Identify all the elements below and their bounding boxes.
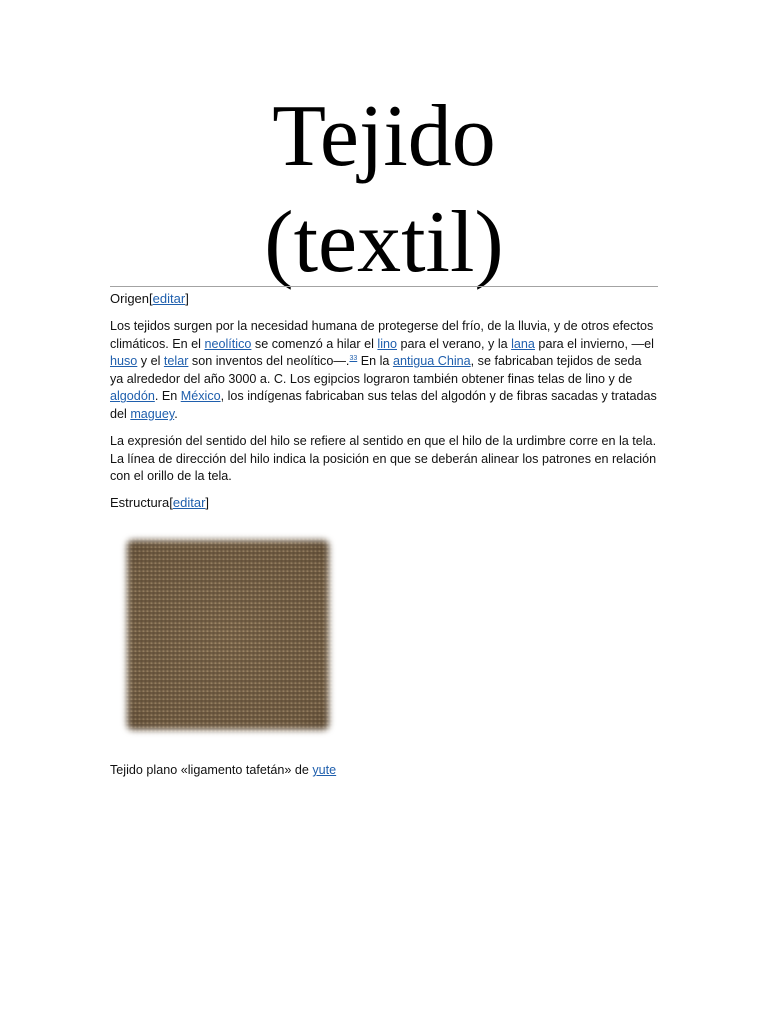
paragraph-text: para el invierno, —el bbox=[534, 336, 654, 351]
figure-caption-text: Tejido plano «ligamento tafetán» de bbox=[110, 763, 313, 777]
link-algodon[interactable]: algodón bbox=[110, 389, 155, 404]
bracket-close: ] bbox=[185, 291, 189, 306]
edit-link-origen[interactable]: editar bbox=[152, 291, 186, 306]
link-huso[interactable]: huso bbox=[110, 354, 138, 369]
page-title-line-2: (textil) bbox=[264, 194, 504, 291]
paragraph-sentido-hilo: La expresión del sentido del hilo se refiere al sentido en que el hilo de la urdimbre corre en la tela. La línea de dirección del hilo indica la posición en que se deberán alinear los patrones en relación con el orillo de la tela. bbox=[110, 434, 657, 484]
bracket-open: [ bbox=[149, 291, 153, 306]
page-title-line-1: Tejido bbox=[272, 88, 496, 185]
paragraph-text: . En bbox=[154, 389, 181, 404]
paragraph-text: Los tejidos surgen por la necesidad humana de protegerse del frío, de la lluvia, y de otros efectos climáticos. En el bbox=[110, 319, 654, 351]
plain-weave-fabric-illustration bbox=[117, 530, 339, 740]
bracket-close: ] bbox=[205, 495, 210, 510]
link-yute[interactable]: yute bbox=[312, 763, 337, 777]
section-heading-origen bbox=[110, 290, 189, 308]
paragraph-text: y el bbox=[137, 354, 164, 369]
paragraph-text: para el verano, y la bbox=[397, 336, 512, 351]
edit-link-estructura[interactable]: editar bbox=[172, 495, 206, 510]
link-mexico[interactable]: México bbox=[180, 389, 221, 404]
paragraph-origen bbox=[110, 318, 658, 424]
section-heading-estructura-text: Estructura bbox=[110, 495, 170, 510]
paragraph-text: . bbox=[174, 406, 178, 421]
paragraph-text: , los indígenas fabricaban sus telas del algodón y de fibras sacadas y tratadas del bbox=[110, 389, 657, 421]
link-telar[interactable]: telar bbox=[163, 354, 189, 369]
section-heading-origen-text: Origen bbox=[110, 291, 150, 306]
figure-caption bbox=[110, 761, 336, 779]
link-maguey[interactable]: maguey bbox=[130, 406, 175, 421]
bracket-open: [ bbox=[169, 495, 173, 510]
link-antigua-china[interactable]: antigua China bbox=[392, 354, 471, 369]
link-lana[interactable]: lana bbox=[511, 336, 535, 351]
fabric-image bbox=[117, 530, 339, 740]
reference-link-33[interactable]: 33 bbox=[349, 355, 358, 362]
paragraph-text: En la bbox=[357, 354, 393, 369]
title-divider bbox=[110, 286, 658, 287]
paragraph-text: , se fabricaban tejidos de seda ya alrededor del año 3000 a. C. Los egipcios lograron también obtener finas telas de lino y de bbox=[110, 354, 642, 386]
paragraph-text: son inventos del neolítico—. bbox=[188, 354, 350, 369]
page-title bbox=[110, 84, 658, 296]
link-neolitico[interactable]: neolítico bbox=[204, 336, 252, 351]
section-heading-estructura bbox=[110, 494, 209, 512]
paragraph-text: se comenzó a hilar el bbox=[251, 336, 378, 351]
link-lino[interactable]: lino bbox=[377, 336, 398, 351]
